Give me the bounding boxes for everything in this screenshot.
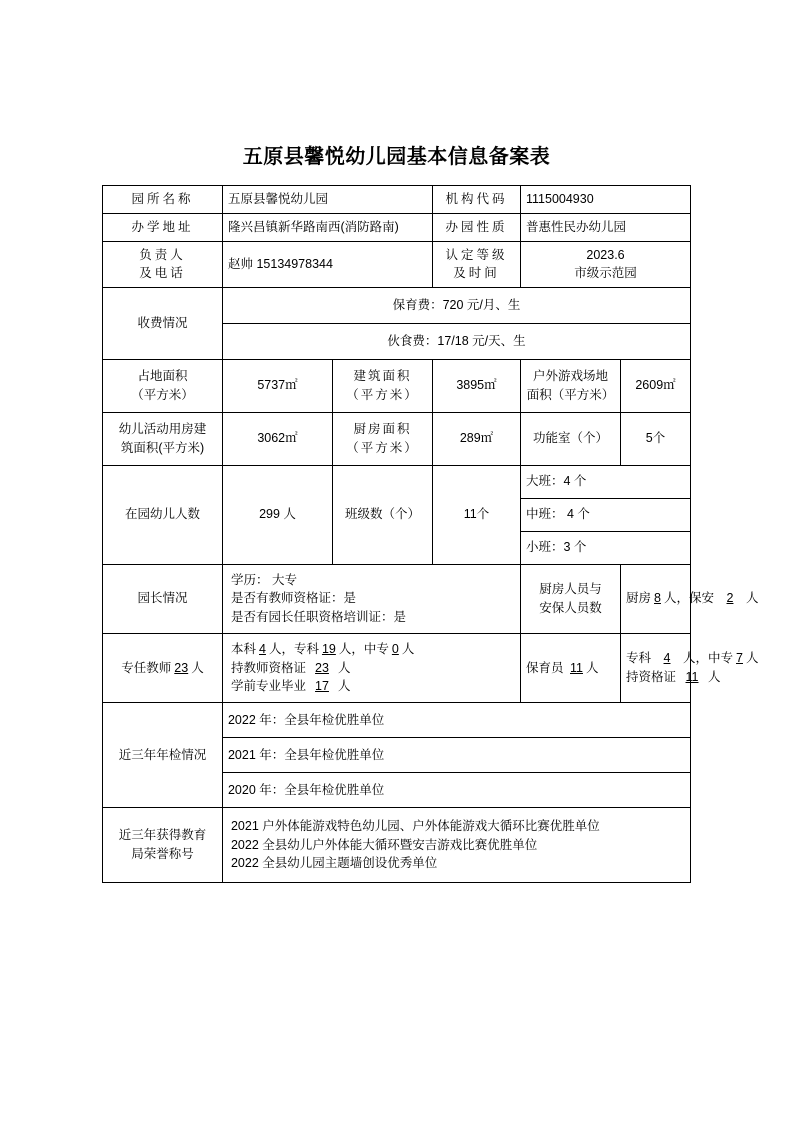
label-kitchen-area-line2: （平方米） — [346, 440, 419, 455]
label-support-staff — [521, 564, 621, 633]
value-rating-date: 2023.6 — [586, 247, 625, 262]
principal-teacher-cert: 是否有教师资格证：是 — [230, 591, 356, 606]
table-row-inspection-2022 — [102, 703, 690, 738]
honor-item-2: 2022 全县幼儿户外体能大循环暨安吉游戏比赛优胜单位 — [230, 837, 538, 852]
label-institution-code: 机构代码 — [433, 186, 521, 214]
teacher-major-prefix: 学前专业毕业 — [230, 679, 306, 694]
nurse-cert-prefix: 持资格证 — [626, 669, 677, 684]
label-teachers-prefix: 专任教师 — [121, 660, 172, 675]
value-mid-class: 中班： 4 个 — [521, 498, 691, 531]
label-teachers-suffix: 人 — [191, 660, 204, 675]
table-row-area-primary — [102, 359, 690, 412]
teacher-major-count: 17 — [315, 679, 329, 694]
label-honors — [102, 808, 222, 883]
unit-square-meter-3: ㎡ — [663, 378, 676, 393]
teacher-cert-count: 23 — [315, 660, 329, 675]
value-nature: 普惠性民办幼儿园 — [521, 213, 691, 241]
kindergarten-info-table — [102, 185, 759, 883]
label-address: 办学地址 — [102, 213, 222, 241]
value-rating-level: 市级示范园 — [574, 266, 637, 281]
label-fees: 收费情况 — [102, 288, 222, 360]
value-function-rooms: 5个 — [621, 412, 691, 465]
table-row-enrollment-big-class — [102, 465, 690, 498]
value-activity-room-number: 3062 — [257, 431, 286, 446]
value-inspection-2021: 2021 年：全县年检优胜单位 — [222, 738, 690, 773]
value-inspection-2020: 2020 年：全县年检优胜单位 — [222, 773, 690, 808]
teacher-certification — [231, 659, 512, 678]
teacher-major — [231, 677, 512, 696]
teachers-total-count: 23 — [174, 660, 189, 675]
value-outdoor-area — [621, 359, 691, 412]
value-land-area-number: 5737 — [257, 378, 286, 393]
kitchen-staff-prefix: 厨房 — [626, 591, 652, 606]
label-land-area — [102, 359, 222, 412]
value-nurse-breakdown — [621, 633, 759, 702]
table-row-principal-phone — [102, 241, 690, 288]
value-principal-info — [222, 564, 520, 633]
table-row-name — [102, 186, 690, 214]
label-kitchen-area — [332, 412, 432, 465]
label-principal-phone — [102, 241, 222, 288]
value-address: 隆兴昌镇新华路南西(消防路南) — [222, 213, 432, 241]
label-inspection: 近三年年检情况 — [102, 703, 222, 808]
principal-training-cert: 是否有园长任职资格培训证：是 — [230, 610, 406, 624]
teacher-vocational-prefix: 人，中专 — [338, 641, 389, 656]
unit-square-meter-5: ㎡ — [480, 431, 494, 446]
label-class-count: 班级数（个） — [332, 465, 432, 564]
teacher-degrees — [231, 640, 512, 659]
label-nurses-prefix: 保育员 — [526, 660, 564, 675]
nurse-college-prefix: 专科 — [626, 651, 652, 666]
table-row-address — [102, 213, 690, 241]
table-row-principal-info — [102, 564, 690, 633]
value-institution-name: 五原县馨悦幼儿园 — [222, 186, 432, 214]
label-principal-phone-line2: 及电话 — [139, 266, 186, 281]
nurse-mid-count: 7 — [736, 651, 743, 666]
value-kitchen-area-number: 289 — [459, 431, 481, 446]
label-building-area-line1: 建筑面积 — [353, 368, 412, 383]
table-row-area-secondary — [102, 412, 690, 465]
label-kitchen-area-line1: 厨房面积 — [353, 421, 412, 436]
security-staff-suffix: 人 — [745, 591, 759, 606]
value-children-count: 299 人 — [222, 465, 332, 564]
teacher-vocational-count: 0 — [391, 641, 399, 656]
nurse-college-count: 4 — [663, 651, 671, 666]
kitchen-staff-suffix: 人，保安 — [663, 591, 714, 606]
label-honors-line2: 局荣誉称号 — [131, 847, 194, 861]
teacher-cert-prefix: 持教师资格证 — [230, 660, 306, 675]
teacher-college-prefix: 人，专科 — [268, 641, 319, 656]
table-row-honors — [102, 808, 690, 883]
honor-item-3: 2022 全县幼儿园主题墙创设优秀单位 — [230, 856, 438, 871]
value-principal-phone: 赵帅 15134978344 — [222, 241, 432, 288]
value-class-count: 11个 — [433, 465, 521, 564]
label-function-rooms: 功能室（个） — [521, 412, 621, 465]
nurse-certification — [626, 668, 721, 687]
value-care-fee: 保育费：720 元/月、生 — [222, 288, 690, 324]
teacher-major-suffix: 人 — [338, 679, 351, 694]
label-activity-room-line2: 筑面积(平方米) — [120, 440, 205, 455]
label-activity-room-line1: 幼儿活动用房建 — [118, 421, 207, 436]
value-institution-code: 1115004930 — [521, 186, 691, 214]
label-principal-phone-line1: 负责人 — [139, 247, 186, 262]
label-enrollment: 在园幼儿人数 — [102, 465, 222, 564]
nurse-cert-count: 11 — [685, 669, 699, 684]
label-rating-time — [433, 241, 521, 288]
label-support-staff-line2: 安保人员数 — [539, 600, 602, 615]
teacher-college-count: 19 — [321, 641, 336, 656]
label-outdoor-area — [521, 359, 621, 412]
nurse-degrees — [626, 649, 759, 668]
label-building-area — [332, 359, 432, 412]
honor-item-1: 2021 户外体能游戏特色幼儿园、户外体能游戏大循环比赛优胜单位 — [230, 818, 600, 833]
label-nurses-suffix: 人 — [585, 660, 599, 675]
label-teachers — [102, 633, 222, 702]
label-principal-info: 园长情况 — [102, 564, 222, 633]
label-land-area-line2: （平方米） — [131, 387, 194, 402]
label-activity-room-area — [102, 412, 222, 465]
security-staff-count: 2 — [726, 591, 734, 606]
kitchen-staff-count: 8 — [654, 591, 661, 606]
value-small-class: 小班：3 个 — [521, 531, 691, 564]
value-rating-time — [521, 241, 691, 288]
nurse-cert-suffix: 人 — [708, 669, 721, 684]
value-outdoor-area-number: 2609 — [635, 378, 664, 393]
label-support-staff-line1: 厨房人员与 — [539, 581, 602, 596]
value-activity-room-area — [222, 412, 332, 465]
label-honors-line1: 近三年获得教育 — [118, 828, 207, 843]
label-outdoor-area-line1: 户外游戏场地 — [532, 368, 608, 383]
label-land-area-line1: 占地面积 — [137, 368, 188, 383]
teacher-cert-suffix: 人 — [338, 660, 351, 675]
teacher-bachelor-prefix: 本科 — [230, 641, 256, 656]
value-support-staff — [621, 564, 759, 633]
value-building-area-number: 3895 — [456, 378, 485, 393]
label-institution-name: 园所名称 — [102, 186, 222, 214]
value-building-area — [433, 359, 521, 412]
label-rating-line2: 及时间 — [453, 266, 500, 281]
label-outdoor-area-line2: 面积（平方米） — [526, 387, 615, 402]
label-nurses — [521, 633, 621, 702]
value-land-area — [222, 359, 332, 412]
value-big-class: 大班：4 个 — [521, 465, 691, 498]
value-teacher-breakdown — [222, 633, 520, 702]
page-title: 五原县馨悦幼儿园基本信息备案表 — [242, 146, 551, 168]
value-honors — [222, 808, 690, 883]
unit-square-meter-2: ㎡ — [484, 378, 497, 393]
teacher-bachelor-count: 4 — [259, 641, 266, 656]
table-row-teachers — [102, 633, 690, 702]
unit-square-meter: ㎡ — [285, 378, 298, 393]
label-nature: 办园性质 — [433, 213, 521, 241]
unit-square-meter-4: ㎡ — [285, 431, 298, 446]
label-rating-line1: 认定等级 — [445, 247, 508, 262]
nurses-total-count: 11 — [570, 660, 583, 675]
teacher-degree-suffix: 人 — [401, 641, 415, 656]
value-inspection-2022: 2022 年：全县年检优胜单位 — [222, 703, 690, 738]
nurse-mid-prefix: 人，中专 — [683, 651, 734, 666]
label-building-area-line2: （平方米） — [346, 387, 419, 402]
value-kitchen-area — [433, 412, 521, 465]
principal-education: 学历： 大专 — [230, 572, 297, 587]
value-meal-fee: 伙食费：17/18 元/天、生 — [222, 323, 690, 359]
nurse-mid-suffix: 人 — [745, 651, 759, 666]
table-row-care-fee — [102, 288, 690, 324]
